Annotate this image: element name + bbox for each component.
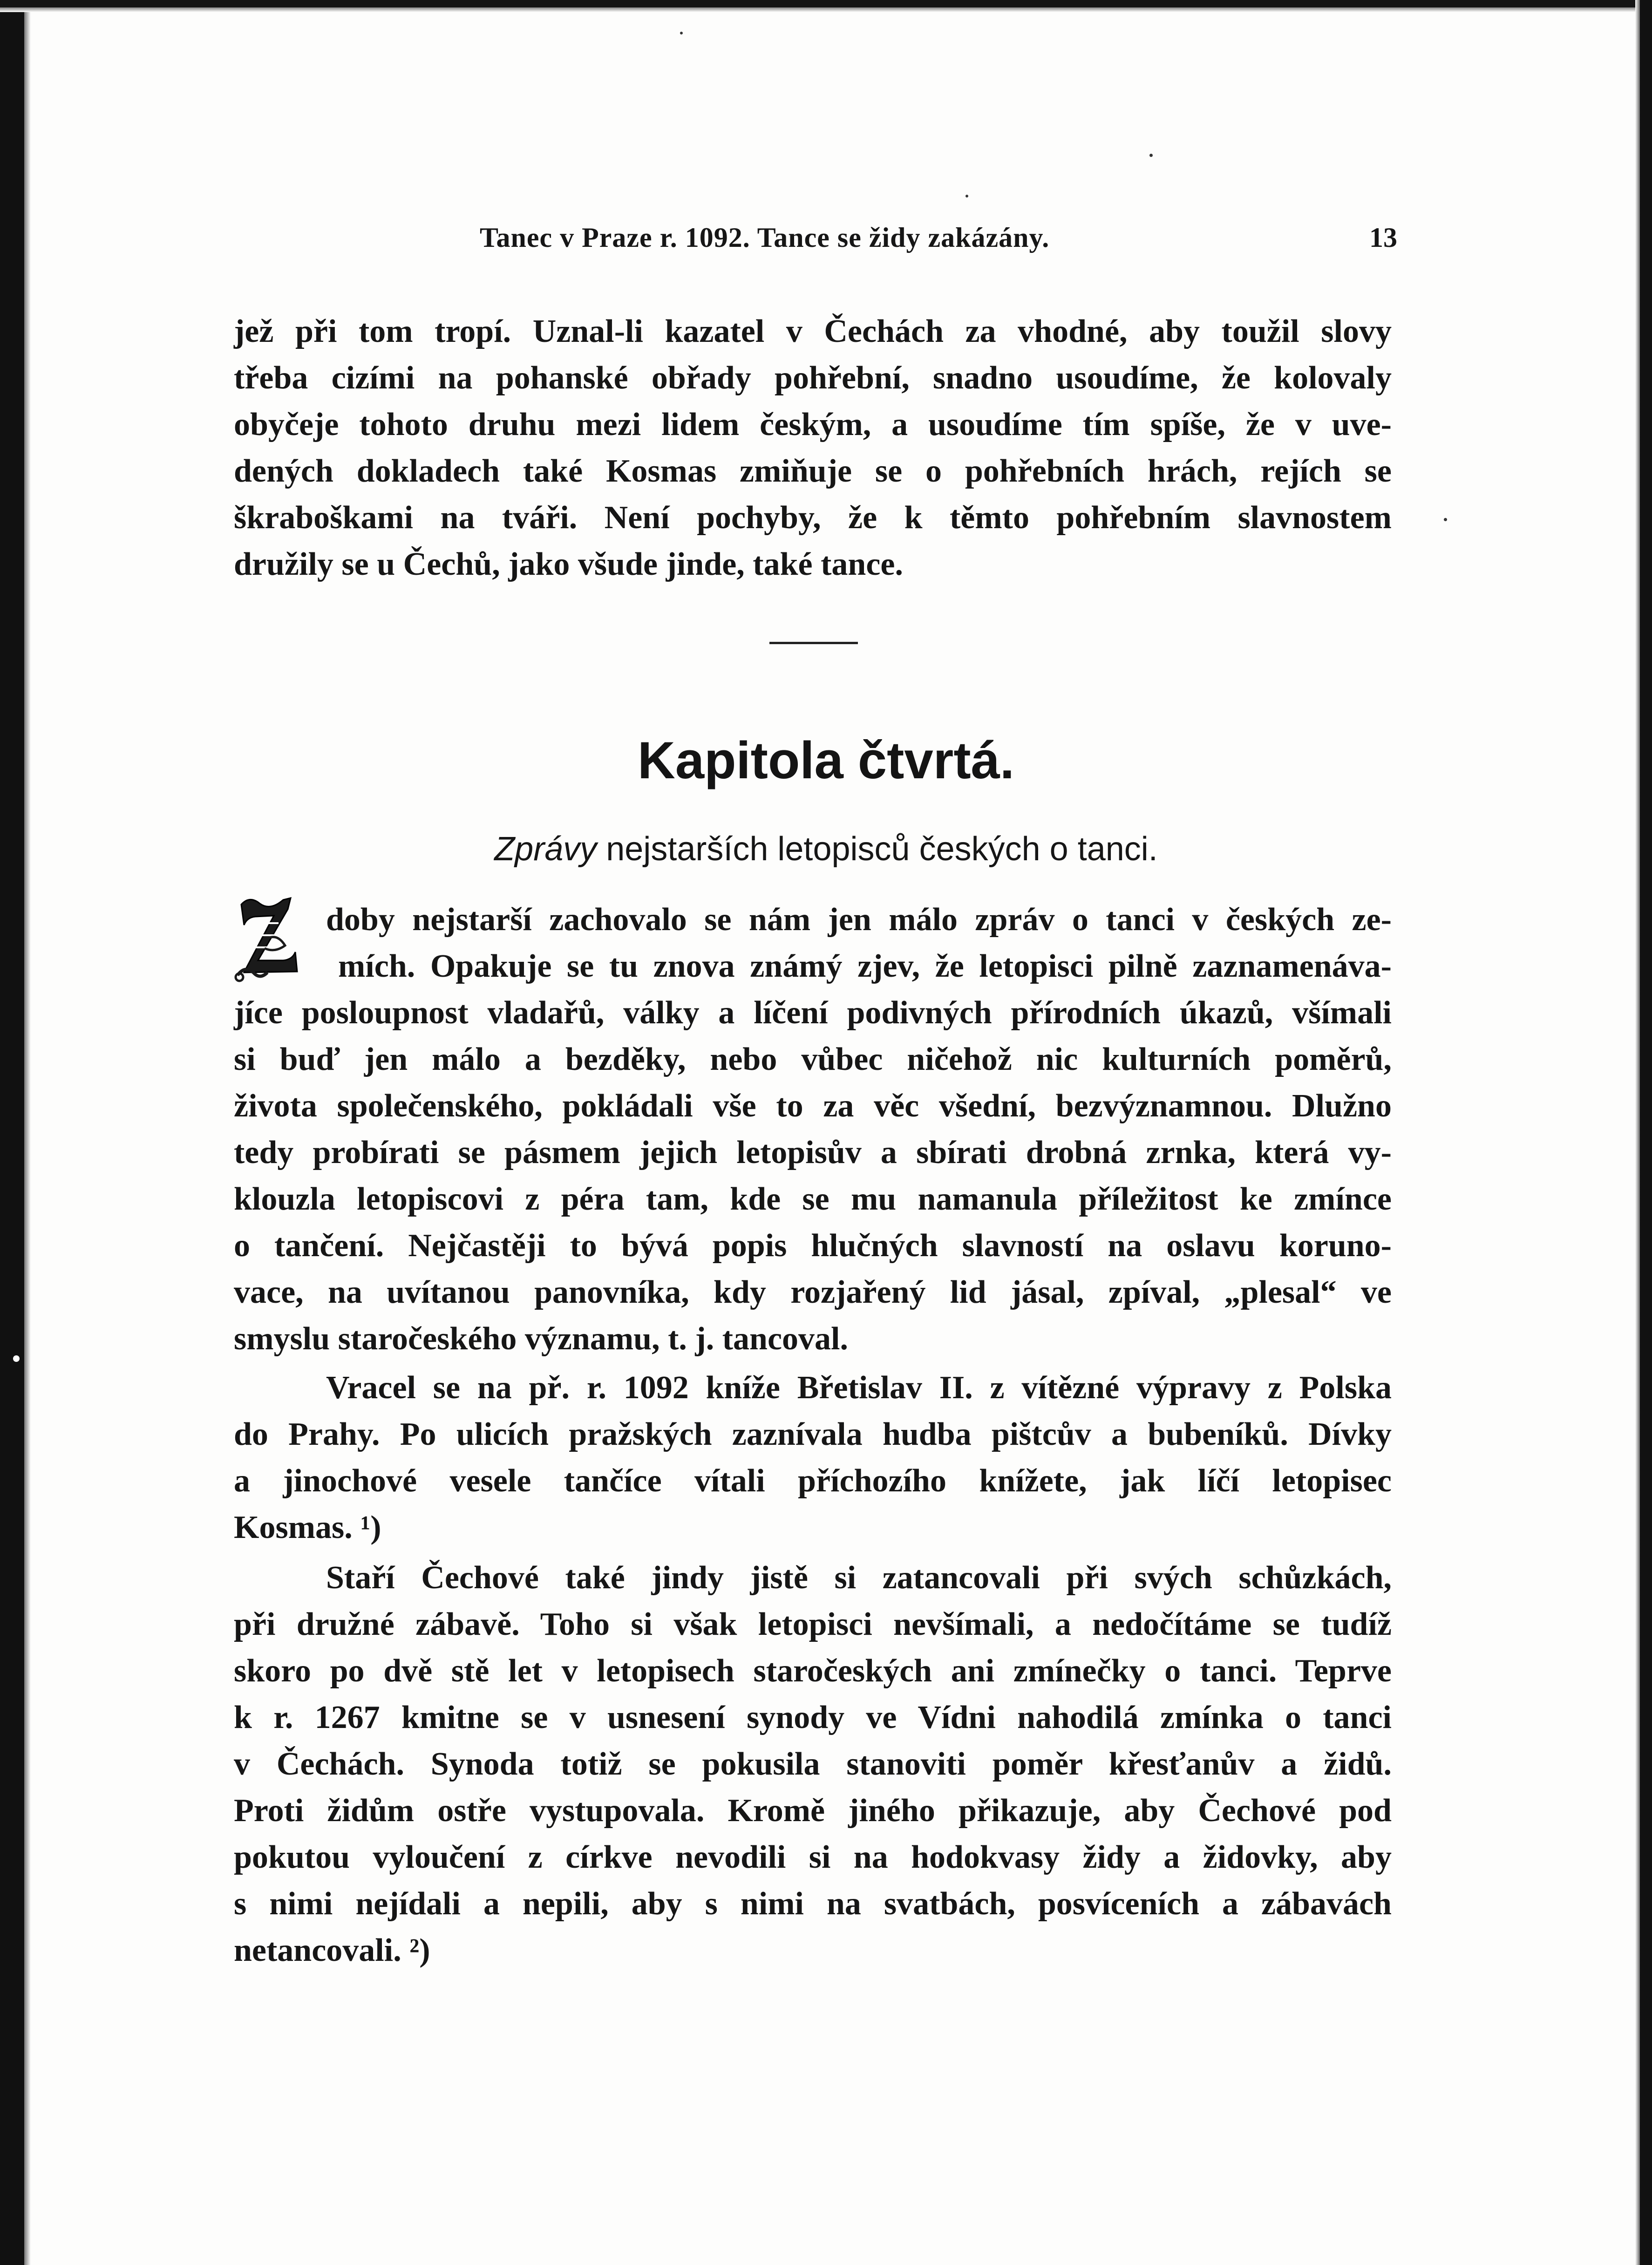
scan-edge-top (0, 0, 1652, 7)
chapter-title: Kapitola čtvrtá. (637, 731, 1015, 789)
text-line: Staří Čechové také jindy jistě si zatancovali při svých schůzkách, (326, 1560, 1392, 1596)
text-line: při družné zábavě. Toho si však letopisci nevšímali, a nedočítáme se tudíž (234, 1606, 1392, 1642)
scan-edge-top-shadow (0, 7, 1652, 12)
chapter-subtitle-first-word: Zprávy (494, 830, 597, 868)
text-line: a jinochové vesele tančíce vítali příchozího knížete, jak líčí letopisec (234, 1463, 1392, 1499)
text-line: mích. Opakuje se tu znova známý zjev, že letopisci pilně zaznamenáva- (338, 948, 1392, 984)
text-line: do Prahy. Po ulicích pražských zaznívala hudba pištcův a bubeníků. Dívky (234, 1416, 1392, 1452)
running-head: Tanec v Praze r. 1092. Tance se židy zakázány. (480, 222, 1050, 253)
text-line: si buď jen málo a bezděky, nebo vůbec ničehož nic kulturních poměrů, (234, 1041, 1392, 1077)
text-line: netancovali. ²) (234, 1932, 430, 1968)
text-line: v Čechách. Synoda totiž se pokusila stanoviti poměr křesťanův a židů. (234, 1746, 1392, 1782)
text-line: třeba cizími na pohanské obřady pohřební, snadno usoudíme, že kolovaly (234, 360, 1392, 396)
text-line: jíce posloupnost vladařů, války a líčení podivných přírodních úkazů, všímali (234, 995, 1392, 1031)
section-divider (769, 642, 858, 644)
text-line: vace, na uvítanou panovníka, kdy rozjařený lid jásal, zpíval, „plesal“ ve (234, 1274, 1392, 1310)
scan-edge-left (0, 0, 24, 2265)
text-line: obyčeje tohoto druhu mezi lidem českým, a usoudíme tím spíše, že v uve- (234, 407, 1392, 442)
text-line: dených dokladech také Kosmas zmiňuje se o pohřebních hrách, rejích se (234, 453, 1392, 489)
chapter-subtitle-rest: nejstarších letopisců českých o tanci. (597, 830, 1158, 868)
text-line: klouzla letopiscovi z péra tam, kde se mu namanula příležitost ke zmínce (234, 1181, 1392, 1217)
text-line: s nimi nejídali a nepili, aby s nimi na svatbách, posvíceních a zábavách (234, 1886, 1392, 1922)
text-line: o tančení. Nejčastěji to bývá popis hlučných slavností na oslavu koruno- (234, 1228, 1392, 1264)
scan-edge-right-shadow (1635, 0, 1640, 2265)
text-line: skoro po dvě stě let v letopisech staročeských ani zmínečky o tanci. Teprve (234, 1653, 1392, 1689)
dust-speck (1444, 518, 1447, 521)
text-line: jež při tom tropí. Uznal-li kazatel v Čechách za vhodné, aby toužil slovy (234, 313, 1392, 349)
text-line: škraboškami na tváři. Není pochyby, že k těmto pohřebním slavnostem (234, 500, 1392, 536)
text-line: Kosmas. ¹) (234, 1510, 381, 1545)
text-line: doby nejstarší zachovalo se nám jen málo zpráv o tanci v českých ze- (326, 902, 1392, 938)
dust-speck (13, 1355, 20, 1362)
page-number: 13 (1369, 222, 1397, 253)
text-line: života společenského, pokládali vše to za věc všední, bezvýznamnou. Dlužno (234, 1088, 1392, 1124)
scan-edge-left-shadow (24, 0, 31, 2265)
text-line: pokutou vyloučení z církve nevodili si na hodokvasy židy a židovky, aby (234, 1839, 1392, 1875)
text-line: Proti židům ostře vystupovala. Kromě jiného přikazuje, aby Čechové pod (234, 1793, 1392, 1829)
text-line: k r. 1267 kmitne se v usnesení synody ve Vídni nahodilá zmínka o tanci (234, 1700, 1392, 1735)
text-line: Vracel se na př. r. 1092 kníže Břetislav II. z vítězné výpravy z Polska (326, 1370, 1392, 1406)
text-line: smyslu staročeského významu, t. j. tancoval. (234, 1321, 848, 1357)
text-line: tedy probírati se pásmem jejich letopisův a sbírati drobná zrnka, která vy- (234, 1135, 1392, 1170)
dust-speck (680, 32, 683, 34)
scan-edge-right (1640, 0, 1652, 2265)
text-line: družily se u Čechů, jako všude jinde, také tance. (234, 546, 903, 582)
chapter-subtitle (0, 830, 1652, 868)
dust-speck (965, 195, 968, 197)
dust-speck (1149, 154, 1153, 157)
drop-cap-z-ornament (231, 891, 301, 984)
